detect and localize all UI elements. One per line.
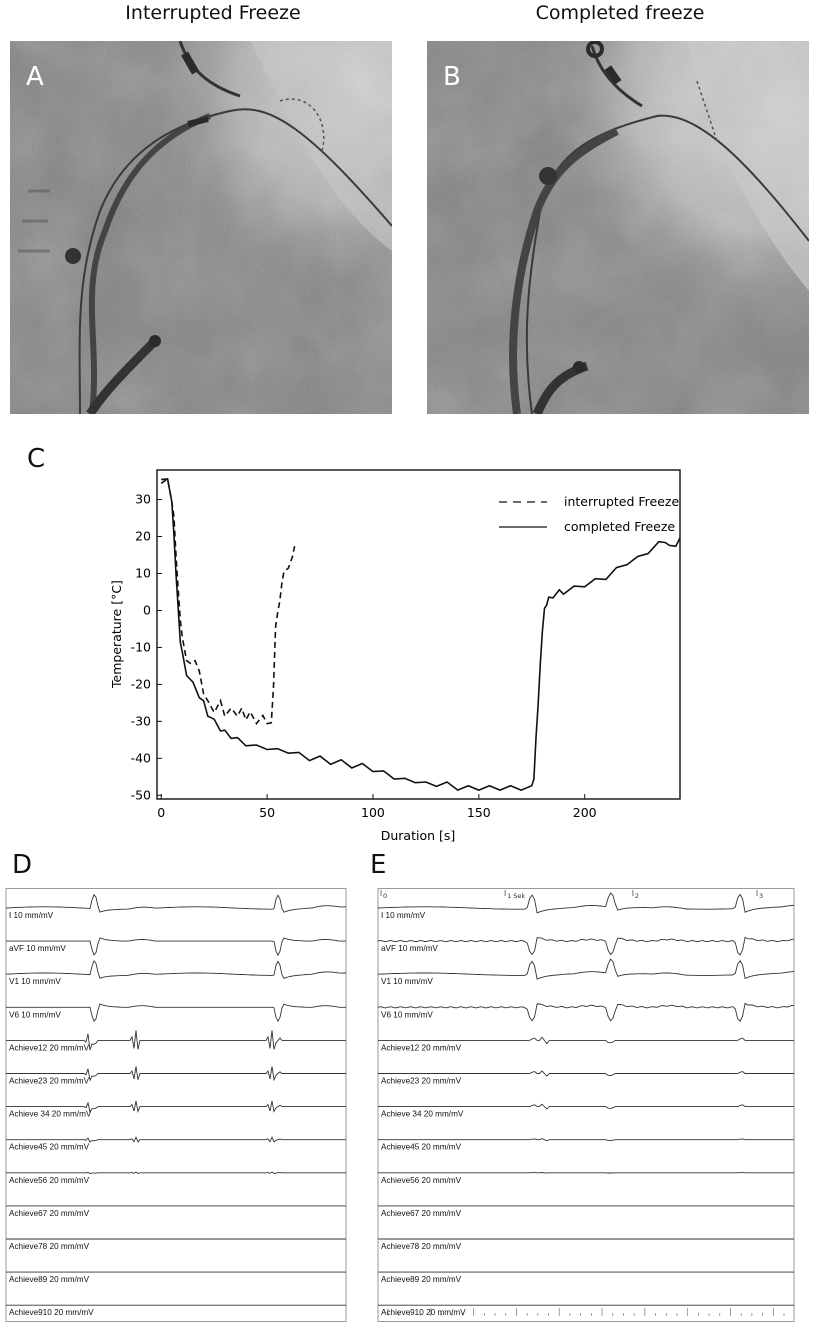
time-mark-label: 1 Sek [507,892,526,900]
legend-label: interrupted Freeze [564,494,680,509]
ecg-trace [6,1172,346,1174]
panel-letter-c: C [27,444,46,474]
x-tick-label: 150 [466,805,491,820]
ecg-channel-label: Achieve56 20 mm/mV [381,1175,462,1185]
ecg-channel-label: V1 10 mm/mV [381,977,433,987]
ecg-channel-label: Achieve23 20 mm/mV [381,1076,462,1086]
ecg-channel-label: Achieve45 20 mm/mV [381,1142,462,1152]
ecg-channel-label: Achieve23 20 mm/mV [9,1076,90,1086]
ecg-trace [6,1137,346,1142]
ecg-frame [378,889,794,1322]
ecg-channel-label: Achieve78 20 mm/mV [9,1242,90,1251]
time-mark-label: 0 [383,892,388,900]
ecg-trace [378,1139,794,1141]
panel-a-title: Interrupted Freeze [125,2,301,24]
panel-letter-e: E [370,850,387,880]
ecg-channel-label: V6 10 mm/mV [381,1010,433,1020]
ecg-channel-label: I 10 mm/mV [9,911,54,920]
ecg-channel-label: Achieve89 20 mm/mV [9,1275,90,1285]
panel-letter-a: A [26,62,44,92]
legend-label: completed Freeze [564,519,676,534]
fluoroscopy-image-a [10,41,392,414]
ecg-trace [6,895,346,913]
ecg-channel-label: Achieve89 20 mm/mV [381,1275,462,1285]
y-tick-label: 20 [135,528,151,544]
y-tick-label: -50 [130,787,151,803]
ecg-channel-label: Achieve910 20 mm/mV [381,1308,466,1318]
ecg-channel-label: Achieve56 20 mm/mV [9,1175,90,1185]
ecg-channel-label: aVF 10 mm/mV [381,944,438,954]
ecg-channel-label: Achieve910 20 mm/mV [9,1308,94,1318]
ecg-channel-label: Achieve 34 20 mm/mV [381,1109,464,1119]
ecg-trace [6,961,346,979]
ecg-panel-e [372,888,764,1322]
y-tick-label: -20 [130,676,151,692]
panel-letter-d: D [12,850,33,880]
x-tick-label: 200 [572,805,597,820]
series-line-interrupted-freeze [161,479,294,724]
x-tick-label: 100 [361,805,385,820]
ecg-channel-label: I 10 mm/mV [381,911,426,920]
ecg-channel-label: Achieve12 20 mm/mV [381,1043,462,1053]
time-mark-label: 3 [759,892,764,900]
fluoroscopy-image-b [427,41,809,414]
ecg-trace [378,937,794,955]
y-tick-label: -40 [130,750,151,766]
ecg-panel-d [0,888,348,1322]
y-tick-label: -10 [130,639,151,655]
ecg-channel-label: Achieve 34 20 mm/mV [9,1109,92,1119]
ecg-channel-label: V6 10 mm/mV [9,1010,61,1020]
ecg-channel-label: Achieve67 20 mm/mV [381,1208,462,1218]
ecg-trace [378,959,794,979]
x-tick-label: 0 [157,805,166,820]
ecg-trace [378,893,794,913]
y-tick-label: 30 [135,491,151,507]
panel-letter-b: B [443,62,461,92]
x-tick-label: 50 [259,805,276,820]
ecg-channel-label: aVF 10 mm/mV [9,944,66,954]
ecg-trace [378,1173,794,1174]
time-mark-label: 2 [634,892,640,900]
y-axis-label: Temperature [°C] [109,580,124,688]
x-axis-label: Duration [s] [380,828,456,843]
y-tick-label: 0 [143,602,151,618]
ecg-frame [6,889,346,1322]
ecg-channel-label: V1 10 mm/mV [9,977,61,987]
panel-b-title: Completed freeze [535,2,705,24]
ecg-channel-label: Achieve45 20 mm/mV [9,1142,90,1152]
y-tick-label: -30 [130,713,151,729]
ecg-channel-label: Achieve67 20 mm/mV [9,1208,90,1218]
temperature-chart [0,440,823,850]
ecg-trace [378,1071,794,1076]
ecg-trace [378,1003,794,1021]
ecg-trace [378,1104,794,1109]
y-tick-label: 10 [135,565,151,581]
ecg-channel-label: Achieve78 20 mm/mV [381,1242,462,1251]
ecg-channel-label: Achieve12 20 mm/mV [9,1043,90,1053]
